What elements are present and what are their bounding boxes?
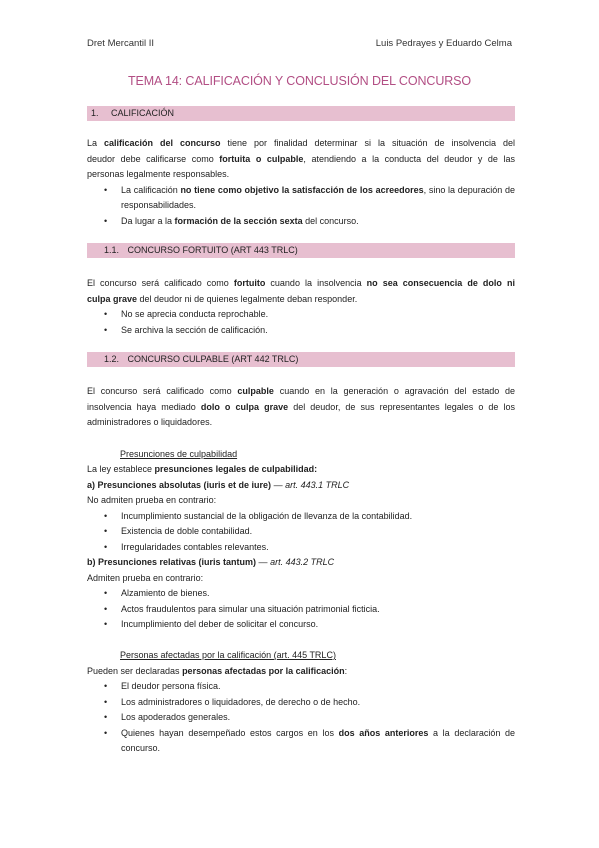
paragraph-line: culpa grave del deudor ni de quienes legalmente deban responder.	[87, 293, 358, 304]
list-item: • No se aprecia conducta reprochable.	[104, 309, 269, 319]
paragraph-line: administradores o liquidadores.	[87, 417, 213, 427]
subheading-personas: Personas afectadas por la calificación (art. 445 TRLC)	[120, 650, 336, 660]
header-course: Dret Mercantil II	[87, 38, 155, 49]
paragraph-line: La ley establece presunciones legales de culpabilidad:	[87, 464, 318, 474]
list-item: • Da lugar a la formación de la sección sexta del concurso.	[104, 215, 359, 226]
list-item: • Los administradores o liquidadores, de derecho o de hecho.	[104, 696, 361, 707]
list-item: • Se archiva la sección de calificación.	[104, 324, 268, 335]
paragraph-line: Pueden ser declaradas personas afectadas por la calificación:	[87, 665, 348, 676]
paragraph-line: deudor debe calificarse como fortuita o culpable, atendiendo a la conducta del deudor y de las	[87, 153, 515, 164]
list-item: • Alzamiento de bienes.	[104, 588, 210, 598]
paragraph-line: a) Presunciones absolutas (iuris et de iure) — art. 443.1 TRLC	[87, 479, 350, 490]
section-heading-1-1: 1.1. CONCURSO FORTUITO (ART 443 TRLC)	[87, 243, 515, 258]
section-title: CALIFICACIÓN	[111, 108, 175, 118]
section-number: 1.	[91, 108, 99, 118]
section-heading-1-2: 1.2. CONCURSO CULPABLE (ART 442 TRLC)	[87, 352, 515, 367]
paragraph-line: Admiten prueba en contrario:	[87, 572, 204, 583]
paragraph-line: El concurso será calificado como fortuito cuando la insolvencia no sea consecuencia de dolo ni	[87, 278, 515, 288]
header-authors: Luis Pedrayes y Eduardo Celma	[375, 38, 512, 49]
list-item: • El deudor persona física.	[104, 681, 221, 691]
list-item: • La calificación no tiene como objetivo la satisfacción de los acreedores, sino la depuración de responsabilidades.	[104, 184, 515, 210]
list-item: • Quienes hayan desempeñado estos cargos en los dos años anteriores a la declaración de concurso.	[104, 727, 516, 753]
list-item: • Existencia de doble contabilidad.	[104, 526, 253, 536]
list-item: • Los apoderados generales.	[104, 712, 231, 722]
subheading-presunciones: Presunciones de culpabilidad	[120, 449, 238, 459]
paragraph-line: b) Presunciones relativas (iuris tantum) — art. 443.2 TRLC	[87, 557, 335, 567]
paragraph-line: insolvencia haya mediado dolo o culpa grave del deudor, de sus representantes legales o de los	[87, 401, 516, 412]
section-heading-1	[87, 106, 515, 121]
list-item: • Incumplimiento sustancial de la obligación de llevanza de la contabilidad.	[104, 510, 413, 521]
paragraph-line: personas legalmente responsables.	[87, 169, 230, 179]
page-title: TEMA 14: CALIFICACIÓN Y CONCLUSIÓN DEL CONCURSO	[127, 74, 472, 88]
list-item: • Actos fraudulentos para simular una situación patrimonial ficticia.	[104, 603, 380, 614]
list-item: • Incumplimiento del deber de solicitar el concurso.	[104, 619, 319, 629]
paragraph-line: El concurso será calificado como culpable cuando en la generación o agravación del estado de	[87, 386, 515, 396]
list-item: • Irregularidades contables relevantes.	[104, 541, 269, 552]
paragraph: La calificación del concurso tiene por finalidad determinar si la situación de insolvencia del	[87, 138, 515, 148]
paragraph-line: No admiten prueba en contrario:	[87, 495, 217, 505]
